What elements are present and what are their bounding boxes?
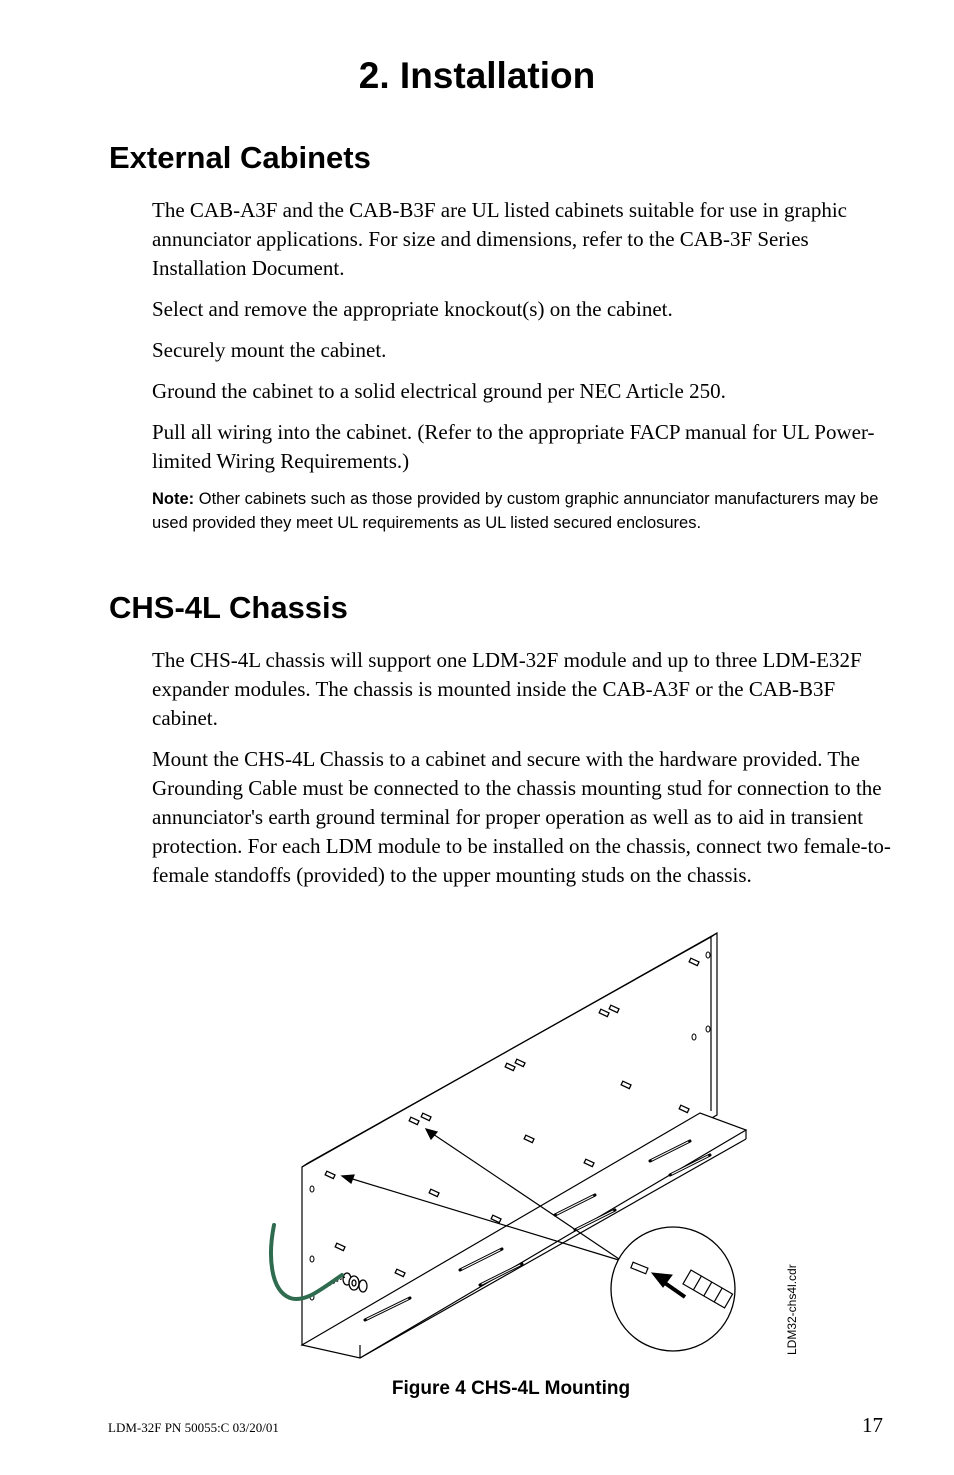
figure-file-label: LDM32-chs4l.cdr xyxy=(785,1264,799,1355)
paragraph: Select and remove the appropriate knockout(s) on the cabinet. xyxy=(152,297,673,321)
chapter-title: 2. Installation xyxy=(358,55,596,96)
paragraph: Mount the CHS-4L Chassis to a cabinet and secure with the hardware provided. The Grounding Cable must be connected to the chassis mounting stud for connection to the annunciator's earth ground terminal for proper operation as well as to aid in transient protection. For each LDM module to be installed on the chassis, connect two female-to-female standoffs (provided) to the upper mounting studs on the chassis. xyxy=(152,747,891,887)
section-heading-chs4l-chassis: CHS-4L Chassis xyxy=(109,590,348,625)
note-label: Note: xyxy=(152,490,195,508)
chassis-mounting-figure xyxy=(250,925,810,1370)
paragraph: The CAB-A3F and the CAB-B3F are UL listed cabinets suitable for use in graphic annunciator applications. For size and dimensions, refer to the CAB-3F Series Installation Document. xyxy=(152,198,847,280)
note-text: Other cabinets such as those provided by custom graphic annunciator manufacturers may be used provided they meet UL requirements as UL listed secured enclosures. xyxy=(152,490,879,532)
page-number: 17 xyxy=(862,1413,883,1437)
figure-caption: Figure 4 CHS-4L Mounting xyxy=(391,1378,631,1399)
footer-doc-id: LDM-32F PN 50055:C 03/20/01 xyxy=(108,1420,279,1435)
note xyxy=(152,487,892,535)
paragraph: The CHS-4L chassis will support one LDM-32F module and up to three LDM-E32F expander modules. The chassis is mounted inside the CAB-A3F or the CAB-B3F cabinet. xyxy=(152,648,862,730)
section-heading-external-cabinets: External Cabinets xyxy=(109,140,371,175)
paragraph: Ground the cabinet to a solid electrical ground per NEC Article 250. xyxy=(152,379,726,403)
paragraph: Securely mount the cabinet. xyxy=(152,338,387,362)
chassis-drawing xyxy=(250,925,810,1370)
paragraph: Pull all wiring into the cabinet. (Refer to the appropriate FACP manual for UL Power-limited Wiring Requirements.) xyxy=(152,420,875,473)
